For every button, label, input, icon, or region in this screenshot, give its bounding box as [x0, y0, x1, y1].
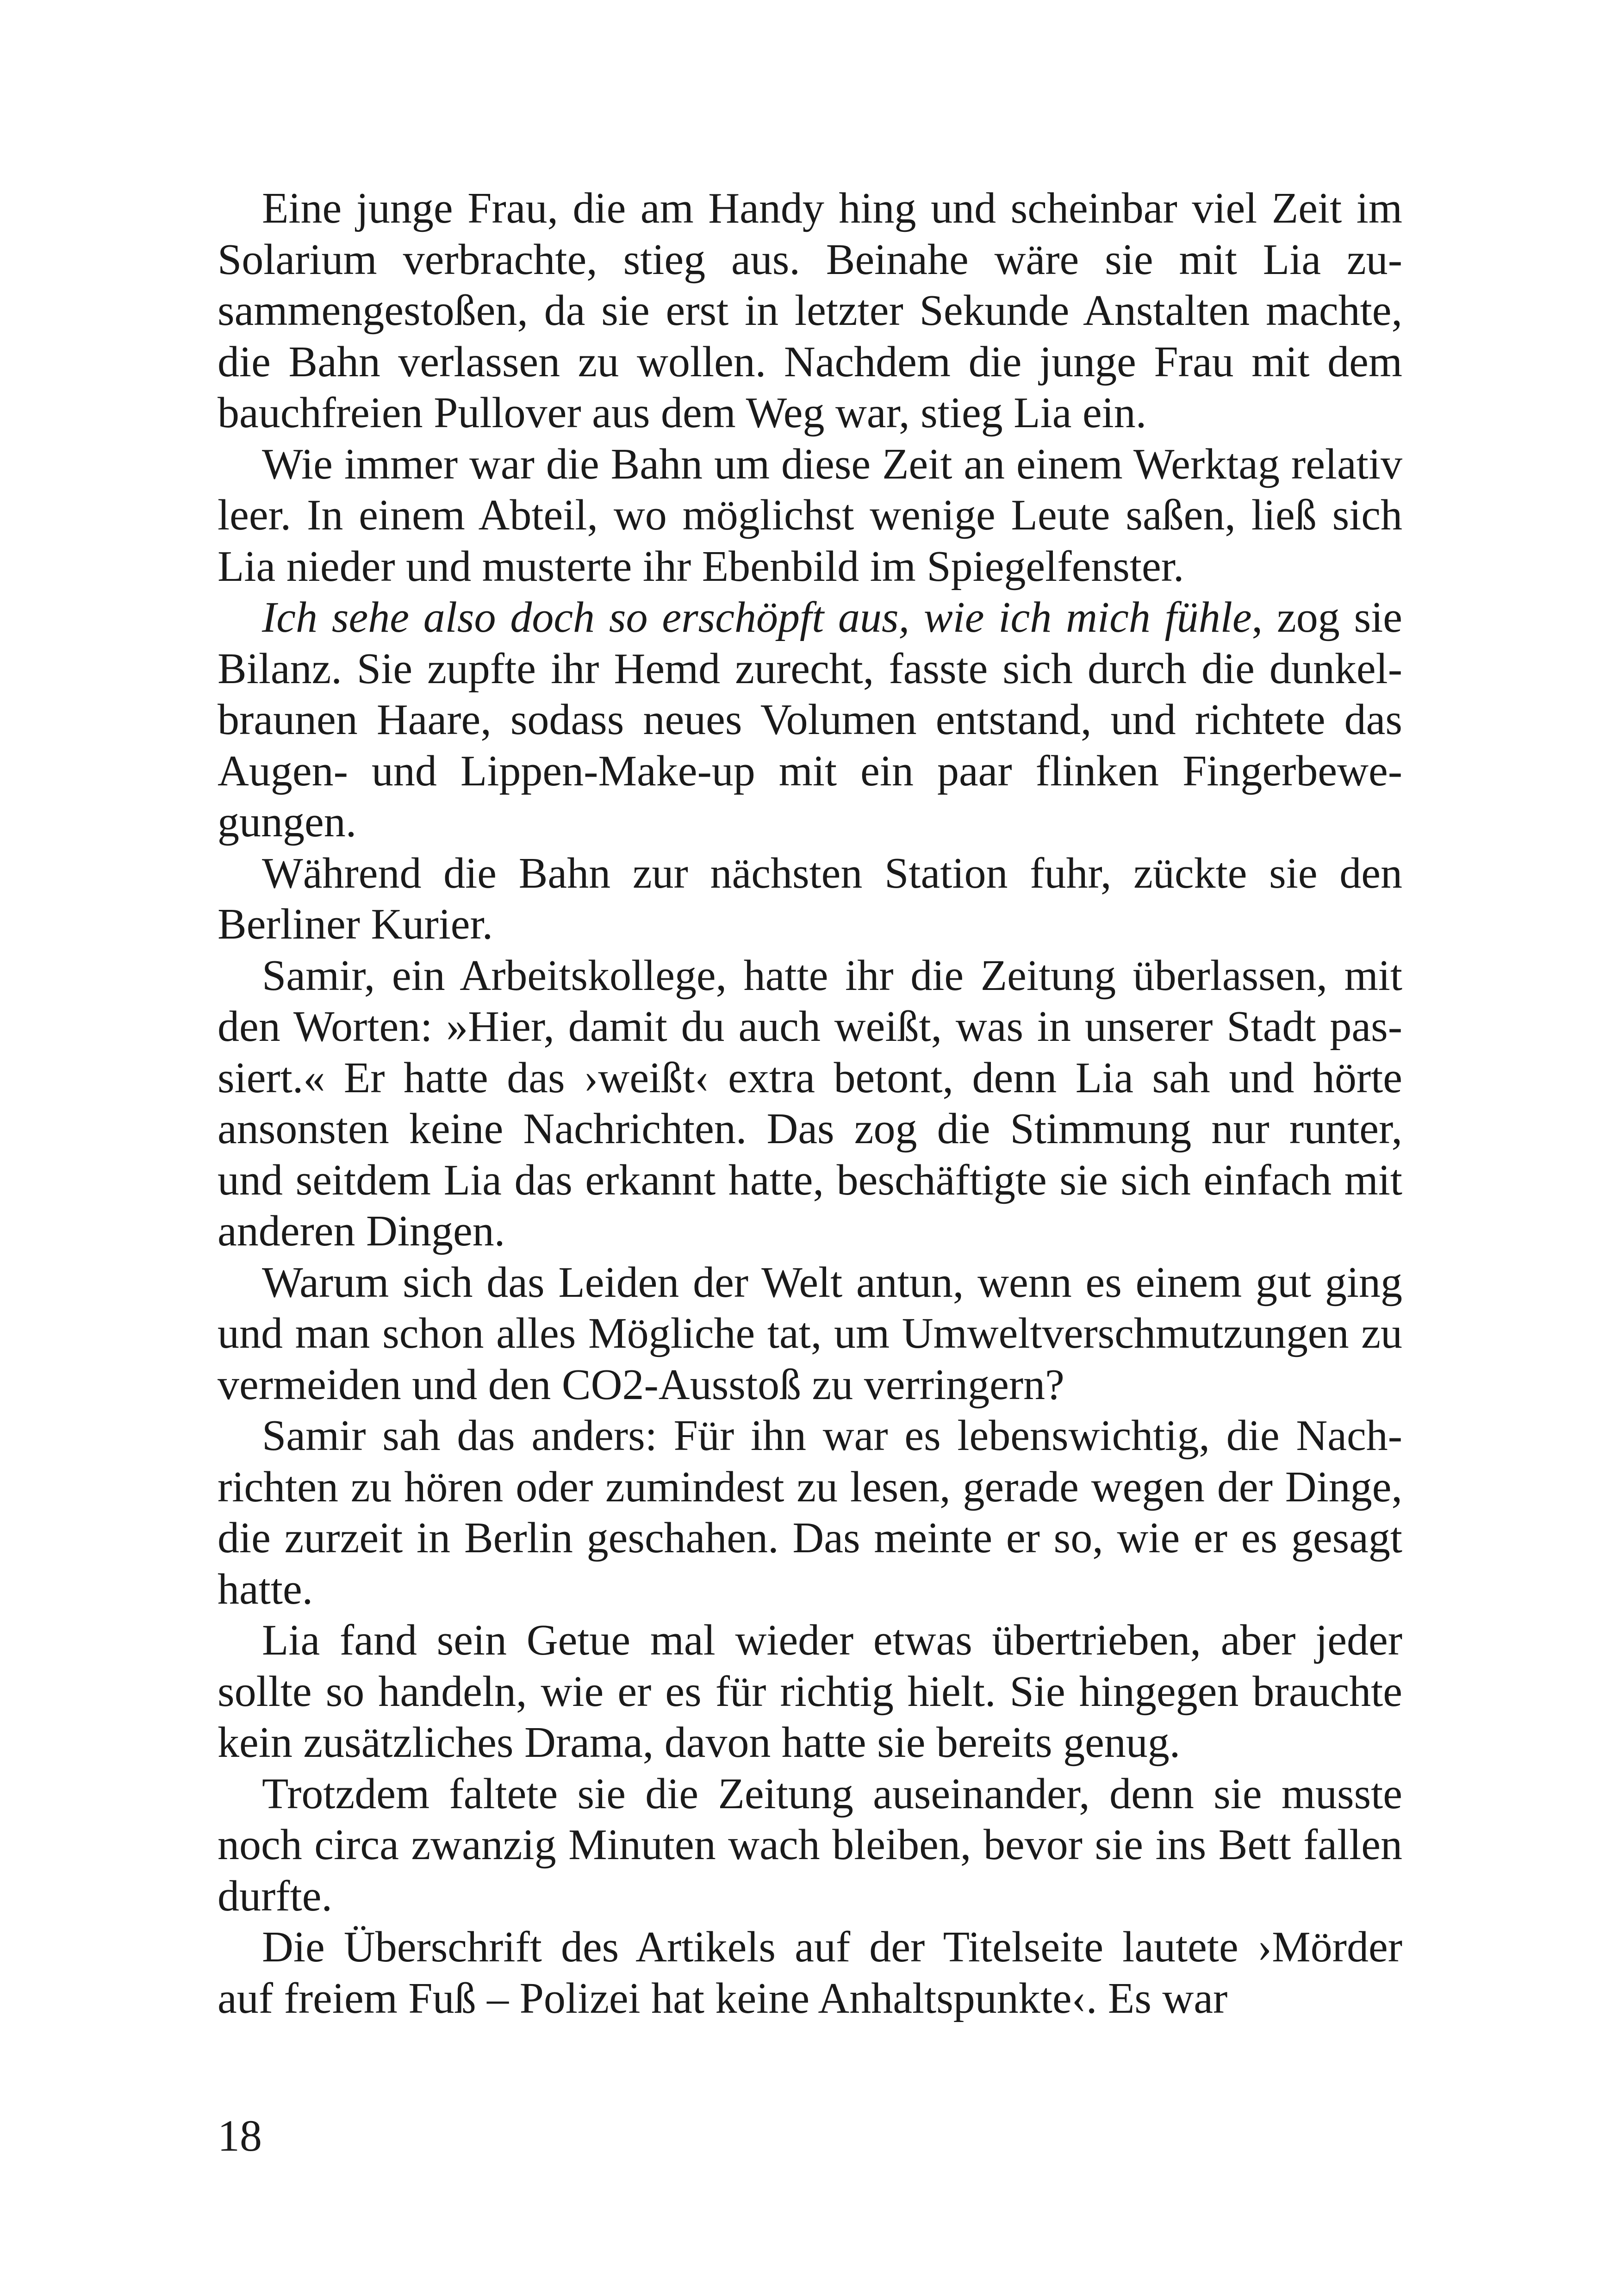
page-number: 18 — [218, 2111, 262, 2160]
paragraph-2: Wie immer war die Bahn um diese Zeit an einem Werktag relativ leer. In einem Abteil, wo möglichst wenige Leute saßen, ließ sich Lia nieder und musterte ihr Ebenbild im Spiegelfenster. — [218, 440, 1402, 591]
italic-thought: Ich sehe also doch so erschöpft aus, wie ich mich fühle — [262, 593, 1252, 641]
paragraph-5: Samir, ein Arbeitskollege, hatte ihr die Zeitung überlassen, mit den Worten: »Hier, damit du auch weißt, was in unserer Stadt passiert.« Er hatte das ›weißt‹ extra betont, denn Lia sah und hörte ansonsten keine Nachrichten. Das zog die Stimmung nur runter, und seitdem Lia das erkannt hatte, beschäftigte sie sich einfach mit anderen Dingen. — [218, 951, 1402, 1255]
paragraph-6: Warum sich das Leiden der Welt antun, wenn es einem gut ging und man schon alles Mögliche tat, um Umweltverschmutzungen zu vermeiden und den CO2-Ausstoß zu verringern? — [218, 1258, 1402, 1409]
paragraph-1: Eine junge Frau, die am Handy hing und scheinbar viel Zeit im Solarium verbrachte, stieg aus. Beinahe wäre sie mit Lia zusammengestoßen, da sie erst in letzter Sekunde Anstalten machte, die Bahn verlassen zu wollen. Nachdem die junge Frau mit dem bauchfreien Pullover aus dem Weg war, stieg Lia ein. — [218, 184, 1402, 437]
paragraph-10: Die Überschrift des Artikels auf der Titelseite lautete ›Mörder auf freiem Fuß – Polizei hat keine Anhaltspunkte‹. Es war — [218, 1923, 1402, 2022]
paragraph-4: Während die Bahn zur nächsten Station fuhr, zückte sie den Berliner Kurier. — [218, 849, 1402, 948]
paragraph-8: Lia fand sein Getue mal wieder etwas übertrieben, aber jeder sollte so handeln, wie er es für richtig hielt. Sie hingegen brauchte kein zusätzliches Drama, davon hatte sie bereits genug. — [218, 1616, 1402, 1767]
body-text — [218, 183, 1402, 2024]
paragraph-9: Trotzdem faltete sie die Zeitung auseinander, denn sie musste noch circa zwanzig Minuten wach bleiben, bevor sie ins Bett fallen durfte. — [218, 1769, 1402, 1920]
paragraph-3-text: , zog sie Bilanz. Sie zupfte ihr Hemd zurecht, fasste sich durch die dunkelbraunen Haare, sodass neues Volumen entstand, und richtete das Augen- und Lippen-Make-up mit ein paar flinken Fingerbewegungen. — [218, 593, 1402, 846]
paragraph-7: Samir sah das anders: Für ihn war es lebenswichtig, die Nachrichten zu hören oder zumindest zu lesen, gerade wegen der Dinge, die zurzeit in Berlin geschahen. Das meinte er so, wie er es gesagt hatte. — [218, 1412, 1402, 1613]
paragraph-3 — [218, 592, 1402, 848]
